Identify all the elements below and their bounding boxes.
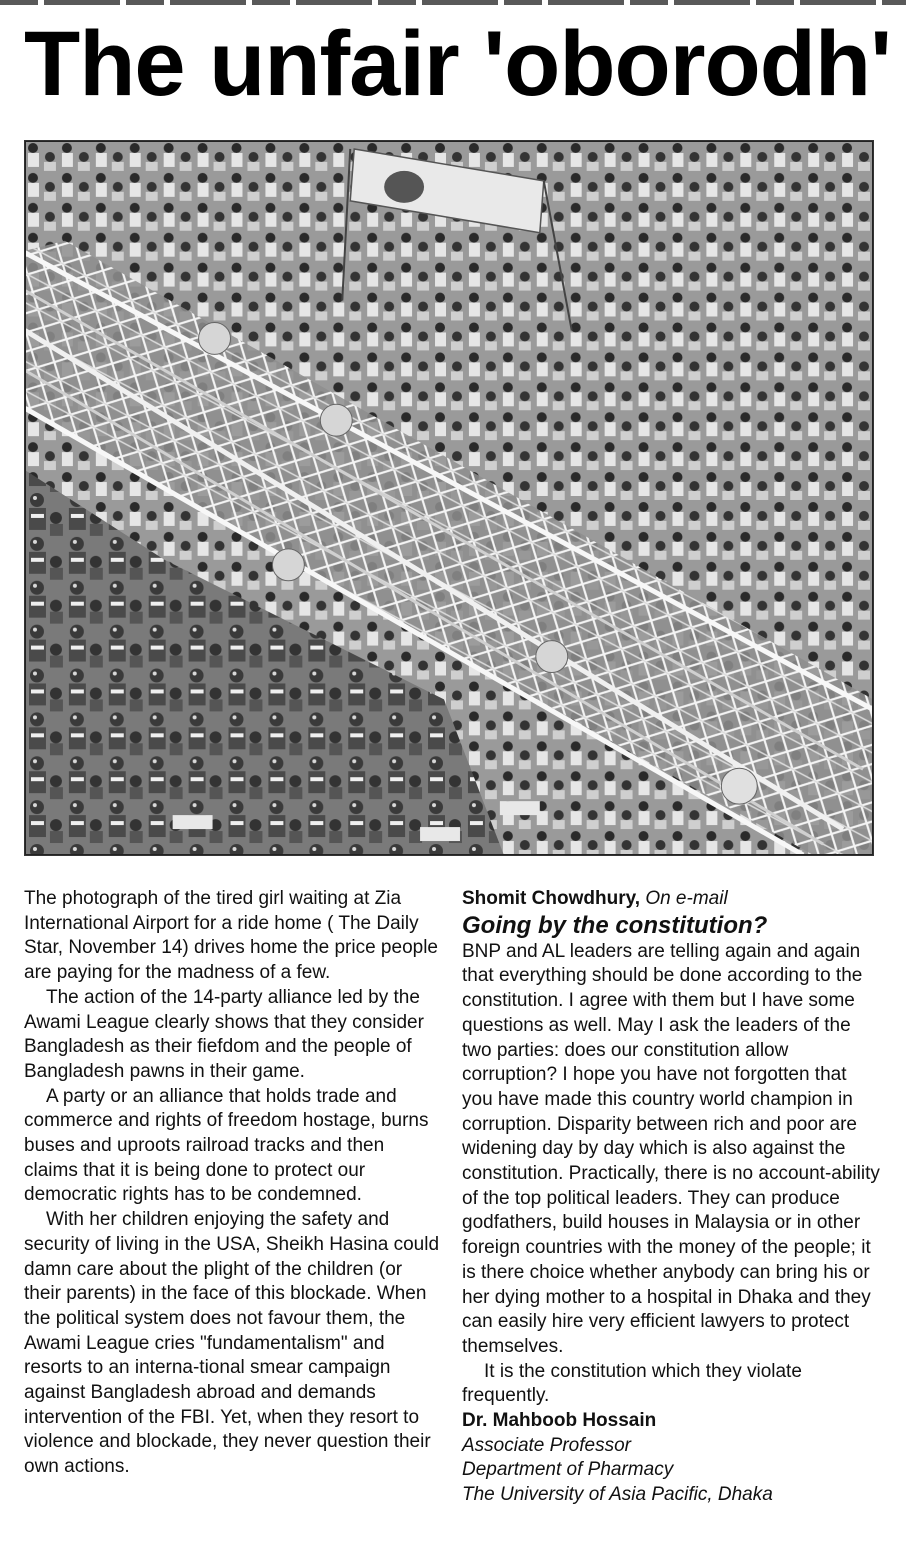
right-letter-signature-department: Department of Pharmacy [462,1459,674,1481]
top-rule [0,0,906,5]
left-paragraph-1: The photograph of the tired girl waiting at Zia International Airport for a ride home ( The Daily Star, November 14) drives home the price people are paying for the madness of a few. [24,888,438,984]
right-letter-column [462,887,882,1508]
right-paragraph-1: BNP and AL leaders are telling again and again that everything should be done according to the constitution. I agree with them but I have some questions as well. May I ask the leaders of the two parties: does our constitution allow corruption? I hope you have not forgotten that you have made this country world champion in corruption. Disparity between rich and poor are widening day by day which is also against the constitution. Practically, there is no account-ability of the top political leaders. They can produce godfathers, build houses in Malaysia or in other foreign countries with the money of the people; it is there choice whether anybody can bring his or her dying mother to a hospital in Dhaka and they can easily hire very efficient lawyers to protect themselves. [462,940,880,1357]
police-vest-badge [500,801,540,815]
left-letter-signature-name: Shomit Chowdhury, [462,888,641,909]
left-paragraph-2: The action of the 14-party alliance led by the Awami League clearly shows that they consider Bangladesh as their fiefdom and the people of Bangladesh pawns in their game. [24,986,424,1082]
left-paragraph-4: With her children enjoying the safety and security of living in the USA, Sheikh Hasina could damn care about the plight of the children (or their parents) in the face of this blockade. When the political system does not favour them, the Awami League cries "fundamentalism" and resorts to an interna-tional smear campaign against Bangladesh abroad and demands intervention of the FBI. Yet, when they resort to violence and blockade, they never question their own actions. [24,1209,440,1478]
left-paragraph-3: A party or an alliance that holds trade and commerce and rights of freedom hostage, burns buses and uproots railroad tracks and then claims that it is being done to protect our democratic rights has to be condemned. [24,1085,429,1206]
protest-scene-illustration [25,141,873,855]
letter-title: Going by the constitution? [462,911,768,939]
right-paragraph-2: It is the constitution which they violate frequently. [462,1360,802,1407]
headline: The unfair 'oborodh' [24,13,891,115]
left-letter-column [24,887,442,1480]
right-letter-signature-name: Dr. Mahboob Hossain [462,1410,657,1432]
left-letter-signature-source: On e-mail [645,888,728,909]
police-vest-badge [173,815,213,829]
left-letter-signature [462,887,882,912]
right-letter-signature-title: Associate Professor [462,1434,631,1456]
news-photo [24,140,874,856]
police-vest-badge [420,827,460,841]
right-letter-signature-institution: The University of Asia Pacific, Dhaka [462,1484,773,1506]
